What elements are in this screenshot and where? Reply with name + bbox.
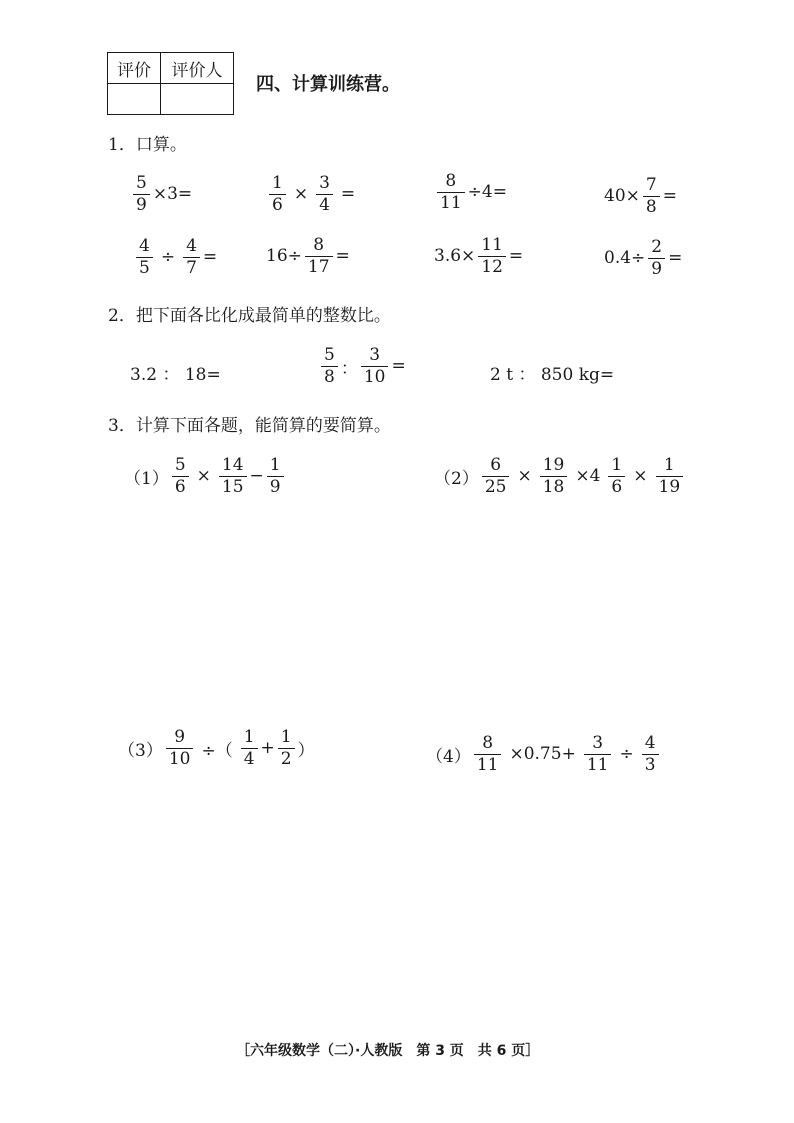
q1-item-7: 3.6× $\frac{11}{12}$ =: [434, 235, 524, 277]
q1-label: 1．口算。: [108, 135, 187, 155]
eval-header-rating: 评价: [108, 53, 161, 84]
eval-header-rater: 评价人: [161, 53, 234, 84]
q2-item-1: 3.2 ： 18=: [130, 365, 221, 385]
q1-item-4: 40× $\frac{7}{8}$ =: [604, 175, 677, 217]
q1-item-2: $\frac{1}{6}$ × $\frac{3}{4}$ =: [266, 174, 360, 214]
evaluation-table: [107, 52, 234, 115]
q3-problem-4: （4） $\frac{8}{11}$ ×0.75+ $\frac{3}{11}$ ÷ $\frac{4}{3}$: [426, 734, 662, 774]
q1-item-5: $\frac{4}{5}$ ÷ $\frac{4}{7}$ =: [133, 237, 217, 277]
q3-problem-2: （2） $\frac{6}{25}$ × $\frac{19}{18}$ ×4 $\frac{1}{6}$ × $\frac{1}{19}$: [434, 456, 686, 496]
q3-label: 3．计算下面各题，能简算的要简算。: [108, 416, 391, 436]
q1-item-1: $\frac{5}{9}$ ×3=: [130, 174, 192, 214]
q2-item-2: $\frac{5}{8}$ ： $\frac{3}{10}$ =: [318, 346, 406, 386]
q2-item-3: 2 t ： 850 kg=: [490, 365, 615, 385]
q3-problem-3: （3） $\frac{9}{10}$ ÷（ $\frac{1}{4}$ + $\frac{1}{2}$ ）: [118, 727, 315, 769]
q1-item-6: 16÷ $\frac{8}{17}$ =: [266, 235, 350, 277]
eval-cell-rater[interactable]: [161, 84, 234, 115]
q1-item-3: $\frac{8}{11}$ ÷4=: [434, 172, 507, 212]
eval-cell-rating[interactable]: [108, 84, 161, 115]
q2-label: 2．把下面各比化成最简单的整数比。: [108, 306, 391, 326]
page-footer: ［六年级数学（二）·人教版 第 3 页 共 6 页］: [236, 1043, 540, 1059]
q3-problem-1: （1） $\frac{5}{6}$ × $\frac{14}{15}$ − $\frac{1}{9}$: [124, 456, 287, 496]
section-title: 四、计算训练营。: [256, 74, 400, 95]
q1-item-8: 0.4÷ $\frac{2}{9}$ =: [604, 237, 683, 279]
